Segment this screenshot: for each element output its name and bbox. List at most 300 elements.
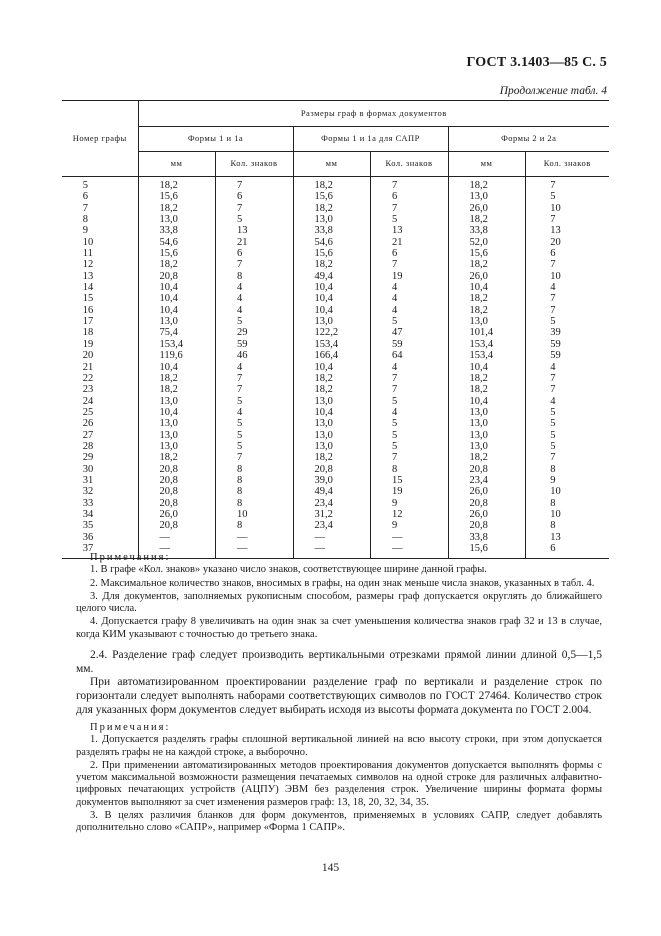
cell-value: 21 xyxy=(82,361,94,373)
cell-value: 8 xyxy=(550,463,556,475)
section-2-4 xyxy=(76,648,602,676)
cell-value: 9 xyxy=(550,474,556,486)
cell-size-mm xyxy=(448,384,525,395)
cell-value: 33,8 xyxy=(469,225,488,237)
cell-value: 122,2 xyxy=(314,327,339,339)
cell-value: 33,8 xyxy=(469,531,488,543)
cell-char-count xyxy=(525,203,609,214)
cell-value: 32 xyxy=(82,486,94,498)
cell-value: — xyxy=(392,543,403,554)
cell-column-number xyxy=(62,407,138,418)
cell-value: 8 xyxy=(237,486,243,498)
cell-char-count xyxy=(370,486,448,497)
cell-value: 10,4 xyxy=(314,406,333,418)
cell-size-mm xyxy=(293,441,370,452)
header-unit-mm: мм xyxy=(293,152,370,177)
cell-value: 7 xyxy=(392,384,398,396)
cell-column-number xyxy=(62,350,138,361)
cell-size-mm xyxy=(293,475,370,486)
cell-value: 7 xyxy=(550,384,556,396)
cell-size-mm xyxy=(448,214,525,225)
cell-char-count xyxy=(370,350,448,361)
cell-value: 8 xyxy=(82,214,88,226)
cell-size-mm xyxy=(138,509,215,520)
cell-value: 8 xyxy=(237,497,243,509)
cell-size-mm xyxy=(448,316,525,327)
cell-column-number xyxy=(62,191,138,202)
cell-value: 6 xyxy=(237,191,243,203)
header-unit-mm: мм xyxy=(138,152,215,177)
cell-value: 6 xyxy=(550,543,556,554)
cell-size-mm xyxy=(293,452,370,463)
cell-char-count xyxy=(215,327,293,338)
cell-value: 10,4 xyxy=(314,304,333,316)
cell-value: 5 xyxy=(392,429,398,441)
cell-char-count xyxy=(525,509,609,520)
cell-value: 13 xyxy=(392,225,403,237)
cell-char-count xyxy=(370,418,448,429)
cell-char-count xyxy=(525,464,609,475)
cell-char-count xyxy=(370,177,448,192)
cell-value: 10,4 xyxy=(159,406,178,418)
cell-char-count xyxy=(215,509,293,520)
cell-char-count xyxy=(370,407,448,418)
table-row xyxy=(62,509,609,520)
cell-char-count xyxy=(215,271,293,282)
page-number: 145 xyxy=(321,862,340,874)
cell-size-mm xyxy=(138,248,215,259)
cell-value: 26,0 xyxy=(469,486,488,498)
cell-size-mm xyxy=(138,486,215,497)
cell-value: 16 xyxy=(82,304,94,316)
cell-value: 9 xyxy=(82,225,88,237)
cell-value: 20 xyxy=(82,350,94,362)
cell-size-mm xyxy=(293,464,370,475)
cell-value: 13 xyxy=(550,225,561,237)
cell-char-count xyxy=(215,203,293,214)
cell-column-number xyxy=(62,259,138,270)
cell-value: 25 xyxy=(82,406,94,418)
header-form-2: Формы 2 и 2а xyxy=(448,127,609,152)
cell-size-mm xyxy=(293,520,370,531)
paragraph-automated-design xyxy=(76,675,602,718)
cell-value: 18,2 xyxy=(314,202,333,214)
cell-char-count xyxy=(215,350,293,361)
cell-column-number xyxy=(62,339,138,350)
cell-size-mm xyxy=(448,396,525,407)
cell-value: 4 xyxy=(392,406,398,418)
table-row xyxy=(62,396,609,407)
cell-value: 37 xyxy=(82,543,94,554)
cell-value: 7 xyxy=(550,180,556,191)
cell-value: 26,0 xyxy=(469,508,488,520)
header-unit-chars: Кол. знаков xyxy=(215,152,293,177)
cell-value: — xyxy=(237,543,248,554)
cell-value: 7 xyxy=(82,202,88,214)
cell-size-mm xyxy=(138,396,215,407)
header-unit-chars: Кол. знаков xyxy=(525,152,609,177)
cell-value: 7 xyxy=(237,372,243,384)
cell-size-mm xyxy=(448,339,525,350)
cell-value: 5 xyxy=(392,316,398,328)
cell-size-mm xyxy=(138,305,215,316)
cell-size-mm xyxy=(138,452,215,463)
cell-size-mm xyxy=(448,430,525,441)
cell-value: 153,4 xyxy=(159,338,184,350)
cell-value: 20,8 xyxy=(314,463,333,475)
cell-column-number xyxy=(62,271,138,282)
cell-size-mm xyxy=(138,225,215,236)
cell-value: 20,8 xyxy=(159,486,178,498)
cell-value: 27 xyxy=(82,429,94,441)
cell-value: 13,0 xyxy=(469,191,488,203)
notes-title: Примечания: xyxy=(90,722,171,733)
cell-value: 13,0 xyxy=(469,418,488,430)
cell-value: 13,0 xyxy=(314,418,333,430)
table-row xyxy=(62,316,609,327)
cell-value: 10,4 xyxy=(314,361,333,373)
table-row xyxy=(62,475,609,486)
cell-size-mm xyxy=(138,464,215,475)
cell-char-count xyxy=(525,339,609,350)
cell-column-number xyxy=(62,396,138,407)
cell-value: 29 xyxy=(237,327,248,339)
cell-size-mm xyxy=(448,498,525,509)
cell-value: 8 xyxy=(550,520,556,532)
cell-value: 6 xyxy=(82,191,88,203)
cell-value: 4 xyxy=(237,406,243,418)
cell-column-number xyxy=(62,237,138,248)
cell-char-count xyxy=(525,407,609,418)
cell-value: 10 xyxy=(82,236,94,248)
cell-value: 7 xyxy=(392,202,398,214)
cell-value: 26 xyxy=(82,418,94,430)
cell-value: 22 xyxy=(82,372,94,384)
header-unit-chars: Кол. знаков xyxy=(370,152,448,177)
cell-size-mm xyxy=(138,259,215,270)
cell-size-mm xyxy=(448,271,525,282)
cell-char-count xyxy=(370,509,448,520)
cell-char-count xyxy=(525,532,609,543)
cell-size-mm xyxy=(448,509,525,520)
cell-char-count xyxy=(370,237,448,248)
cell-value: 4 xyxy=(392,282,398,294)
cell-value: 119,6 xyxy=(159,350,183,362)
cell-value: 153,4 xyxy=(469,350,494,362)
cell-value: 18,2 xyxy=(469,180,488,191)
cell-value: 18,2 xyxy=(159,452,178,464)
cell-char-count xyxy=(525,520,609,531)
cell-value: 13,0 xyxy=(159,214,178,226)
header-form-1: Формы 1 и 1а xyxy=(138,127,293,152)
cell-size-mm xyxy=(138,177,215,192)
table-row xyxy=(62,532,609,543)
cell-value: 5 xyxy=(237,429,243,441)
cell-char-count xyxy=(215,191,293,202)
note-item: 1. Допускается разделять графы сплошной вертикальной линией на всю высоту строки, при этом допускается разделять графы не на каждой строке, а выборочно. xyxy=(76,734,602,758)
cell-char-count xyxy=(370,475,448,486)
cell-value: 4 xyxy=(550,282,556,294)
cell-char-count xyxy=(370,430,448,441)
cell-value: 4 xyxy=(237,361,243,373)
table-row xyxy=(62,384,609,395)
cell-value: 13 xyxy=(237,225,248,237)
cell-value: 23,4 xyxy=(314,497,333,509)
cell-column-number xyxy=(62,214,138,225)
cell-char-count xyxy=(525,486,609,497)
cell-value: 36 xyxy=(82,531,94,543)
cell-char-count xyxy=(525,350,609,361)
table-row xyxy=(62,191,609,202)
cell-value: 75,4 xyxy=(159,327,178,339)
cell-value: 7 xyxy=(550,452,556,464)
cell-value: 35 xyxy=(82,520,94,532)
table-row xyxy=(62,498,609,509)
cell-char-count xyxy=(525,430,609,441)
cell-value: 18,2 xyxy=(159,180,178,191)
cell-value: 21 xyxy=(237,236,248,248)
cell-column-number xyxy=(62,475,138,486)
cell-value: 33,8 xyxy=(314,225,333,237)
cell-size-mm xyxy=(448,520,525,531)
cell-value: 7 xyxy=(550,214,556,226)
cell-value: 7 xyxy=(550,304,556,316)
cell-size-mm xyxy=(293,271,370,282)
cell-value: 5 xyxy=(392,440,398,452)
cell-char-count xyxy=(370,396,448,407)
cell-value: 18,2 xyxy=(314,384,333,396)
table-row xyxy=(62,248,609,259)
table-row xyxy=(62,452,609,463)
cell-value: 8 xyxy=(550,497,556,509)
cell-char-count xyxy=(215,248,293,259)
cell-value: 15,6 xyxy=(314,191,333,203)
cell-char-count xyxy=(370,452,448,463)
cell-char-count xyxy=(370,305,448,316)
cell-value: 59 xyxy=(237,338,248,350)
cell-value: 39,0 xyxy=(314,474,333,486)
cell-value: 18,2 xyxy=(159,384,178,396)
cell-size-mm xyxy=(448,259,525,270)
cell-value: 20,8 xyxy=(159,474,178,486)
cell-value: 5 xyxy=(550,440,556,452)
cell-column-number xyxy=(62,418,138,429)
cell-value: 4 xyxy=(550,361,556,373)
cell-char-count xyxy=(525,498,609,509)
table-row xyxy=(62,214,609,225)
cell-value: 23,4 xyxy=(469,474,488,486)
cell-char-count xyxy=(525,248,609,259)
cell-value: 26,0 xyxy=(469,270,488,282)
cell-size-mm xyxy=(448,327,525,338)
cell-char-count xyxy=(215,373,293,384)
cell-value: 7 xyxy=(392,372,398,384)
cell-value: 18,2 xyxy=(159,202,178,214)
page-header: ГОСТ 3.1403—85 С. 5 xyxy=(466,55,607,70)
header-column-number: Номер графы xyxy=(62,101,138,177)
header-form-1-sapr: Формы 1 и 1а для САПР xyxy=(293,127,448,152)
cell-value: 34 xyxy=(82,508,94,520)
cell-column-number xyxy=(62,248,138,259)
cell-value: 18,2 xyxy=(159,372,178,384)
cell-value: 19 xyxy=(392,270,403,282)
cell-value: 14 xyxy=(82,282,94,294)
cell-value: 10,4 xyxy=(469,395,488,407)
cell-char-count xyxy=(215,498,293,509)
cell-char-count xyxy=(370,282,448,293)
cell-char-count xyxy=(370,327,448,338)
cell-value: 18 xyxy=(82,327,94,339)
cell-char-count xyxy=(525,452,609,463)
cell-value: 13,0 xyxy=(159,316,178,328)
cell-char-count xyxy=(215,259,293,270)
cell-size-mm xyxy=(138,282,215,293)
cell-char-count xyxy=(215,384,293,395)
cell-value: 5 xyxy=(550,316,556,328)
cell-value: 23,4 xyxy=(314,520,333,532)
cell-value: 5 xyxy=(550,418,556,430)
cell-char-count xyxy=(525,327,609,338)
cell-value: 5 xyxy=(392,395,398,407)
table-row xyxy=(62,259,609,270)
cell-value: 8 xyxy=(392,463,398,475)
cell-value: 18,2 xyxy=(469,304,488,316)
cell-size-mm xyxy=(448,350,525,361)
cell-char-count xyxy=(215,316,293,327)
cell-value: 7 xyxy=(237,259,243,271)
cell-value: 6 xyxy=(237,248,243,260)
cell-value: 30 xyxy=(82,463,94,475)
cell-value: 7 xyxy=(237,202,243,214)
cell-value: 10 xyxy=(237,508,248,520)
cell-value: 13,0 xyxy=(159,429,178,441)
cell-char-count xyxy=(215,339,293,350)
cell-char-count xyxy=(370,248,448,259)
cell-value: 6 xyxy=(550,248,556,260)
table-row xyxy=(62,305,609,316)
cell-char-count xyxy=(525,237,609,248)
cell-char-count xyxy=(525,271,609,282)
cell-size-mm xyxy=(138,532,215,543)
cell-value: — xyxy=(237,531,248,543)
cell-size-mm xyxy=(293,350,370,361)
cell-size-mm xyxy=(448,464,525,475)
cell-value: 26,0 xyxy=(159,508,178,520)
cell-value: 5 xyxy=(392,418,398,430)
table-row xyxy=(62,418,609,429)
cell-value: 13,0 xyxy=(469,316,488,328)
cell-value: 15,6 xyxy=(469,248,488,260)
notes-block-2 xyxy=(76,722,602,836)
cell-char-count xyxy=(525,441,609,452)
cell-size-mm xyxy=(293,486,370,497)
table-row xyxy=(62,430,609,441)
cell-value: — xyxy=(392,531,403,543)
cell-size-mm xyxy=(138,350,215,361)
cell-size-mm xyxy=(138,362,215,373)
cell-value: 10,4 xyxy=(159,304,178,316)
cell-value: 153,4 xyxy=(469,338,494,350)
cell-value: 20,8 xyxy=(159,520,178,532)
column-sizes-table xyxy=(62,100,609,559)
table-row xyxy=(62,362,609,373)
cell-value: 4 xyxy=(237,282,243,294)
note-item: 2. Максимальное количество знаков, вносимых в графы, на один знак меньше числа знаков, указанных в табл. 4. xyxy=(90,577,595,589)
cell-value: 153,4 xyxy=(314,338,339,350)
cell-size-mm xyxy=(448,293,525,304)
cell-char-count xyxy=(370,203,448,214)
cell-value: 10,4 xyxy=(159,293,178,305)
cell-value: 13,0 xyxy=(314,395,333,407)
cell-size-mm xyxy=(138,373,215,384)
cell-char-count xyxy=(370,339,448,350)
table-row xyxy=(62,407,609,418)
cell-value: 20,8 xyxy=(159,463,178,475)
cell-value: 33,8 xyxy=(159,225,178,237)
cell-value: 20,8 xyxy=(469,463,488,475)
cell-char-count xyxy=(370,373,448,384)
table-row xyxy=(62,327,609,338)
cell-char-count xyxy=(370,271,448,282)
cell-value: 12 xyxy=(392,508,403,520)
cell-value: 7 xyxy=(392,259,398,271)
cell-char-count xyxy=(370,384,448,395)
cell-char-count xyxy=(525,259,609,270)
cell-value: 10 xyxy=(550,508,561,520)
cell-value: 20,8 xyxy=(159,497,178,509)
cell-size-mm xyxy=(448,282,525,293)
cell-size-mm xyxy=(293,362,370,373)
note-item: 2. При применении автоматизированных методов проектирования документов допускается выполнять формы с учетом максимальной возможности размещения печатаемых символов на одной строке для различных алфавитно-цифровых печатающих устройств (АЦПУ) ЭВМ без разделения строк. Увеличение ширины формата формы документов выполняют за счет изменения размеров граф: 13, 18, 20, 32, 34, 35. xyxy=(76,759,602,808)
cell-size-mm xyxy=(448,177,525,192)
cell-char-count xyxy=(370,293,448,304)
cell-value: 18,2 xyxy=(314,259,333,271)
cell-value: 6 xyxy=(392,248,398,260)
cell-char-count xyxy=(370,441,448,452)
cell-value: 13,0 xyxy=(159,440,178,452)
cell-size-mm xyxy=(138,327,215,338)
table-row xyxy=(62,339,609,350)
cell-char-count xyxy=(215,441,293,452)
cell-size-mm xyxy=(138,441,215,452)
cell-column-number xyxy=(62,430,138,441)
header-unit-mm: мм xyxy=(448,152,525,177)
cell-size-mm xyxy=(448,203,525,214)
cell-value: 7 xyxy=(237,384,243,396)
cell-char-count xyxy=(215,452,293,463)
cell-char-count xyxy=(370,498,448,509)
cell-value: 4 xyxy=(392,361,398,373)
cell-value: 18,2 xyxy=(314,372,333,384)
cell-size-mm xyxy=(293,305,370,316)
cell-column-number xyxy=(62,225,138,236)
cell-value: 13 xyxy=(550,531,561,543)
cell-char-count xyxy=(215,407,293,418)
table-continuation-label: Продолжение табл. 4 xyxy=(499,85,607,97)
cell-column-number xyxy=(62,464,138,475)
cell-column-number xyxy=(62,384,138,395)
cell-size-mm xyxy=(293,282,370,293)
cell-value: 13,0 xyxy=(314,316,333,328)
cell-char-count xyxy=(525,293,609,304)
cell-char-count xyxy=(525,475,609,486)
cell-char-count xyxy=(525,373,609,384)
cell-value: 26,0 xyxy=(469,202,488,214)
note-item: 3. Для документов, заполняемых рукописным способом, размеры граф допускается округлять до ближайшего целого числа. xyxy=(76,590,602,615)
cell-column-number xyxy=(62,498,138,509)
cell-size-mm xyxy=(293,396,370,407)
notes-block-1 xyxy=(76,552,602,642)
